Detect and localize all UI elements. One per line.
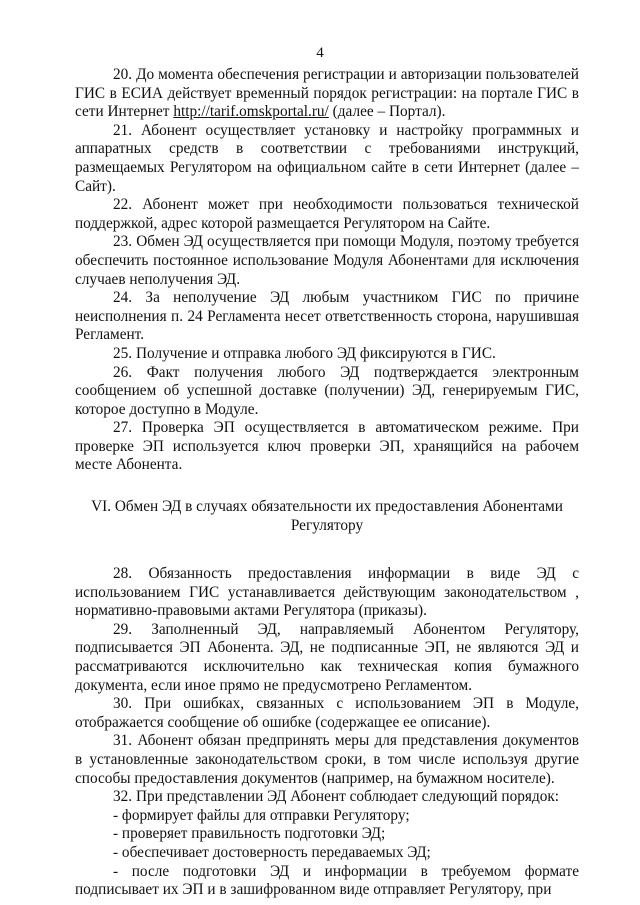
paragraph-24: 24. За неполучение ЭД любым участником ГИС по причине неисполнения п. 24 Регламента несет ответственность сторона, нарушившая Регламент. <box>75 289 579 344</box>
paragraph-29: 29. Заполненный ЭД, направляемый Абонентом Регулятору, подписывается ЭП Абонента. ЭД, не подписанные ЭП, не являются ЭД и рассматриваются исключительно как техническая копия бумажного документа, если иное прямо не предусмотрено Регламентом. <box>75 620 579 694</box>
list-item: - после подготовки ЭД и информации в требуемом формате подписывает их ЭП и в зашифрованном виде отправляет Регулятору, при <box>75 862 579 899</box>
paragraph-30: 30. При ошибках, связанных с использованием ЭП в Модуле, отображается сообщение об ошибке (содержащее ее описание). <box>75 695 579 731</box>
document-body <box>75 66 579 900</box>
portal-link[interactable]: http://tarif.omskportal.ru/ <box>173 103 329 121</box>
paragraph-21: 21. Абонент осуществляет установку и настройку программных и аппаратных средств в соответствии с требованиями инструкций, размещаемых Регулятором на официальном сайте в сети Интернет (далее – Сайт). <box>75 121 579 195</box>
paragraph-28: 28. Обязанность предоставления информации в виде ЭД с использованием ГИС устанавливается действующим законодательством , нормативно-правовыми актами Регулятора (приказы). <box>75 565 579 620</box>
list-item: - формирует файлы для отправки Регулятору; <box>113 806 410 824</box>
list-item: - обеспечивает достоверность передаваемых ЭД; <box>113 843 431 861</box>
page-number: 4 <box>316 45 324 61</box>
paragraph-26: 26. Факт получения любого ЭД подтверждается электронным сообщением об успешной доставке (получении) ЭД, генерируемым ГИС, которое доступно в Модуле. <box>75 363 579 418</box>
paragraph-22: 22. Абонент может при необходимости пользоваться технической поддержкой, адрес которой размещается Регулятором на Сайте. <box>75 196 579 232</box>
paragraph-23: 23. Обмен ЭД осуществляется при помощи Модуля, поэтому требуется обеспечить постоянное использование Модуля Абонентами для исключения случаев неполучения ЭД. <box>75 233 579 288</box>
paragraph-32: 32. При представлении ЭД Абонент соблюдает следующий порядок: <box>113 788 560 806</box>
paragraph-27: 27. Проверка ЭП осуществляется в автоматическом режиме. При проверке ЭП используется ключ проверки ЭП, хранящийся на рабочем месте Абонента. <box>75 419 579 474</box>
paragraph-20-text-start: 20. До момента обеспечения регистрации и авторизации пользователей ГИС в ЕСИА действует временный порядок регистрации: на портале ГИС в сети Интернет <box>75 66 579 121</box>
section-heading: VI. Обмен ЭД в случаях обязательности их предоставления Абонентами Регулятору <box>91 498 563 535</box>
paragraph-25: 25. Получение и отправка любого ЭД фиксируются в ГИС. <box>113 344 496 362</box>
paragraph-31: 31. Абонент обязан предпринять меры для представления документов в установленные законодательством сроки, в том числе используя другие способы предоставления документов (например, на бумажном носителе). <box>75 732 579 787</box>
paragraph-20-text-end: (далее – Портал). <box>328 103 446 121</box>
list-item: - проверяет правильность подготовки ЭД; <box>113 825 386 843</box>
paragraph-20 <box>75 66 579 122</box>
